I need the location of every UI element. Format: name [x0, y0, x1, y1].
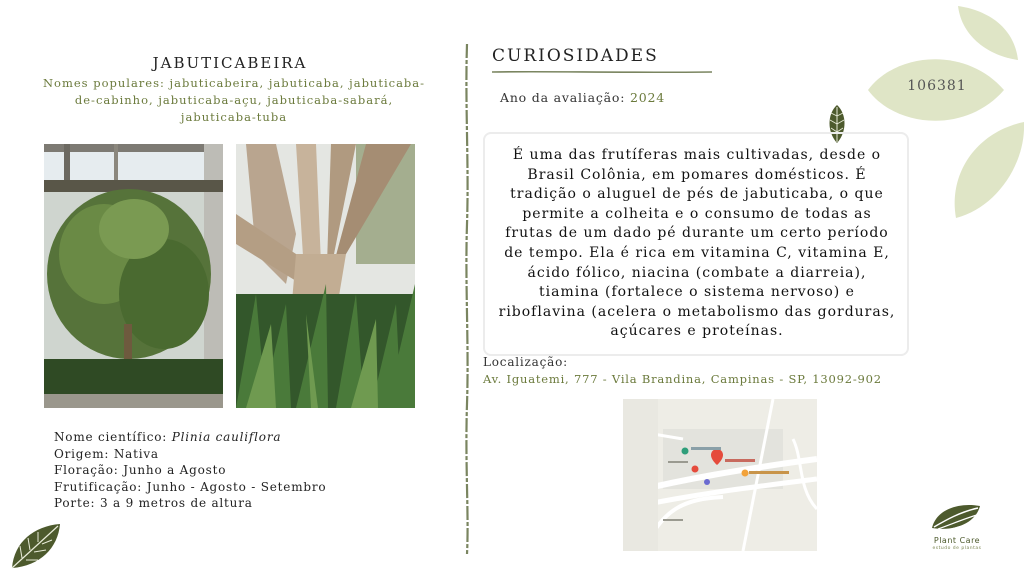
plant-code: 106381: [907, 78, 967, 94]
size-row: Porte: 3 a 9 metros de altura: [54, 496, 253, 510]
plant-info: [54, 429, 326, 512]
flowering-row: Floração: Junho a Agosto: [54, 463, 227, 477]
title-underline: [492, 70, 712, 74]
brand-tagline: estudo de plantas: [932, 546, 982, 551]
popular-names: [36, 75, 432, 126]
decorative-leaves-icon: [866, 4, 1024, 222]
plant-photo-trunk: [236, 144, 415, 408]
curiosities-title: CURIOSIDADES: [492, 46, 659, 66]
brand-name: Plant Care: [933, 536, 981, 545]
location-address: Av. Iguatemi, 777 - Vila Brandina, Campinas - SP, 13092-902: [483, 372, 882, 386]
popular-names-label: Nomes populares:: [42, 76, 165, 90]
fruiting-value: Junho - Agosto - Setembro: [146, 479, 327, 494]
brand-logo-icon: [930, 502, 982, 534]
plant-name: JABUTICABEIRA: [152, 54, 308, 72]
vertical-divider: [464, 44, 470, 554]
location-label: Localização:: [483, 355, 568, 369]
origin-row: Origem: Nativa: [54, 446, 159, 461]
year-value: 2024: [630, 90, 666, 105]
evaluation-year: Ano da avaliação: 2024: [500, 90, 666, 105]
curiosities-text: É uma das frutíferas mais cultivadas, desde o Brasil Colônia, em pomares domésticos. É tradição o aluguel de pés de jabuticaba, o que permite a colheita e o consumo de todas as frutas de um dado pé durante um certo período de tempo. Ela é rica em vitamina C, vitamina E, ácido fólico, niacina (combate a diarreia), tiamina (fortalece o sistema nervoso) e riboflavina (acelera o metabolismo das gorduras, açúcares e proteínas.: [498, 147, 896, 340]
size-value: 3 a 9 metros de altura: [99, 496, 253, 510]
fruiting-row: Frutificação: Junho - Agosto - Setembro: [54, 479, 327, 494]
plant-photo-shrub: [44, 144, 223, 408]
flowering-value: Junho a Agosto: [123, 463, 227, 477]
location-map[interactable]: [623, 399, 817, 551]
origin-value: Nativa: [113, 446, 159, 461]
leaf-icon: [8, 520, 64, 572]
popular-names-value: jabuticabeira, jabuticaba, jabuticaba-de-cabinho, jabuticaba-açu, jabuticaba-sabará, jabuticaba-tuba: [74, 76, 426, 124]
scientific-name: Plinia cauliflora: [171, 430, 282, 444]
scientific-name-row: Nome científico: Plinia cauliflora: [54, 430, 282, 444]
